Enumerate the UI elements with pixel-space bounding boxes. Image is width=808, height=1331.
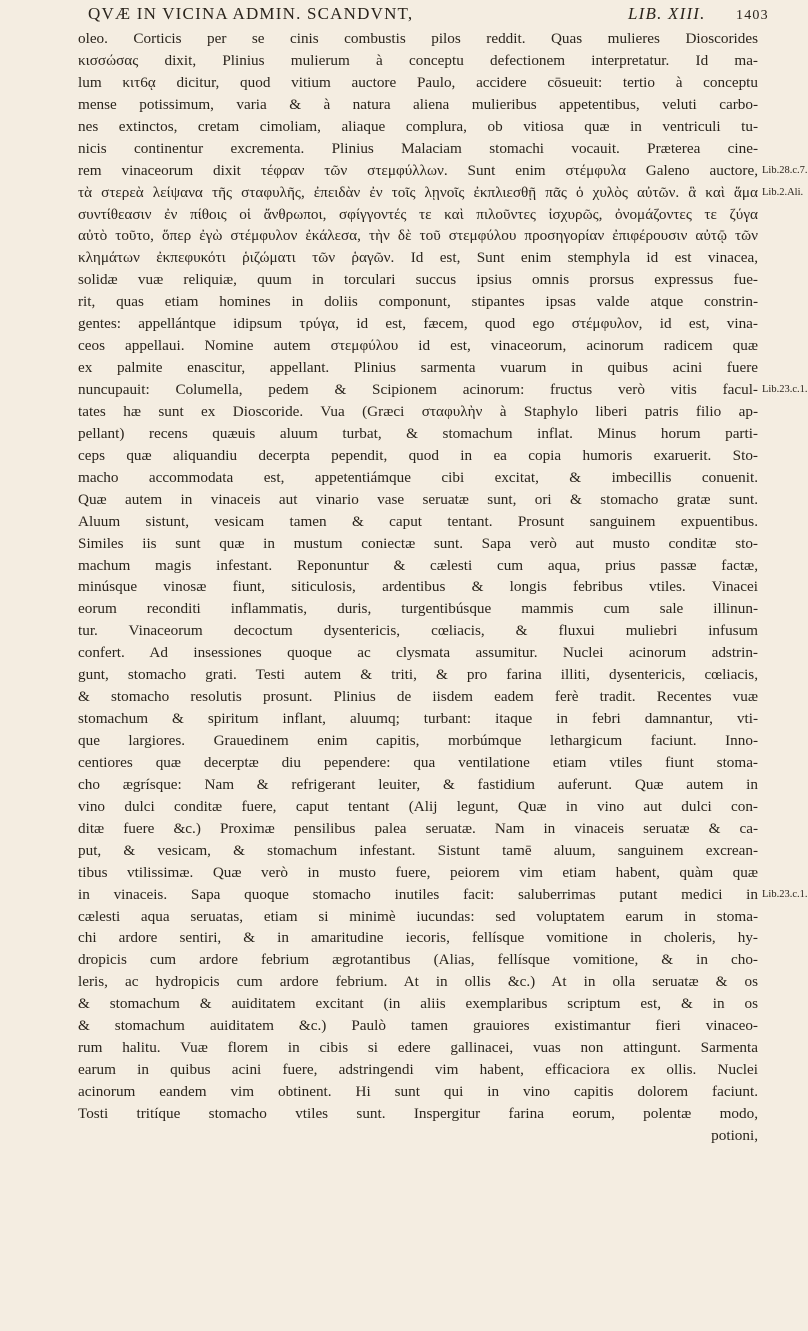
running-header: [88, 2, 788, 30]
text-line: gentes: appellántque idipsum τρύγα, id est, fæcem, quod ego στέμφυλον, id est, vina-: [78, 315, 758, 333]
text-line: συντίθεασιν ἐν πίθοις οἱ ἄνθρωποι, σφίγγοντές τε καὶ πιλοῦντες ἰσχυρῶς, ὀνομάζοντες τε ζύγα: [78, 205, 758, 223]
text-line: & stomacho resolutis prosunt. Plinius de iisdem eadem ferè tradit. Recentes vuæ: [78, 688, 758, 706]
text-line: Aluum sistunt, vesicam tamen & caput tentant. Prosunt sanguinem expuentibus.: [78, 512, 758, 530]
text-line: minúsque vinosæ fiunt, siticulosis, ardentibus & longis febribus vtiles. Vinacei: [78, 578, 758, 596]
text-line: que largiores. Grauedinem enim capitis, morbúmque lethargicum faciunt. Inno-: [78, 732, 758, 749]
text-line: nicis continentur excrementa. Plinius Malaciam stomachi vocauit. Præterea cine-: [78, 139, 758, 157]
text-line: acinorum eandem vim obtinent. Hi sunt qui in vino capitis dolorem faciunt.: [78, 1083, 758, 1100]
text-line: gunt, stomacho grati. Testi autem & triti, & pro farina illiti, dysentericis, cœliacis,: [78, 666, 758, 684]
text-line: τὰ στερεὰ λείψανα τῆς σταφυλῆς, ἐπειδὰν ἐν τοῖς λῃνοῖς ἐκπλιεσθῇ πᾶς ὁ χυλὸς αὐτῶν. ἃ καὶ ἅμα: [78, 183, 758, 201]
text-line: Similes iis sunt quæ in mustum coniectæ sunt. Sapa verò aut musto conditæ sto-: [78, 534, 758, 552]
text-line: ditæ fuere &c.) Proximæ pensilibus palea seruatæ. Nam in vinaceis seruatæ & ca-: [78, 819, 758, 837]
text-line: lum κιτ6ᾳ dicitur, quod vitium auctore Paulo, accidere cōsueuit: tertio à conceptu: [78, 73, 758, 91]
text-line: rem vinaceorum dixit τέφραν τῶν στεμφύλλων. Sunt enim στέμφυλα Galeno auctore,: [78, 161, 758, 179]
text-line: leris, ac hydropicis cum ardore febrium. At in ollis &c.) At in olla seruatæ & os: [78, 973, 758, 991]
text-line: centiores quæ decerptæ diu pependere: qua ventilatione etiam vtiles fiunt stoma-: [78, 753, 758, 771]
text-line: κισσώσας dixit, Plinius mulierum à conceptu defectionem interpretatur. Id ma-: [78, 51, 758, 69]
text-line: & stomachum auiditatem &c.) Paulò tamen grauiores existimantur fieri vinaceo-: [78, 1017, 758, 1035]
text-line: macho accommodata est, appetentiámque cibi excitat, & imbecillis conuenit.: [78, 468, 758, 486]
text-line: Tosti tritíque stomacho vtiles sunt. Inspergitur farina eorum, polentæ modo,: [78, 1104, 758, 1122]
margin-note: Lib.28.c.7.: [762, 164, 808, 176]
text-line: vino dulci conditæ fuere, caput tentant (Alij legunt, Quæ in vino aut dulci con-: [78, 797, 758, 815]
text-line: rum halitu. Vuæ florem in cibis si edere gallinacei, vuas non attingunt. Sarmenta: [78, 1039, 758, 1057]
margin-note: Lib.23.c.1.: [762, 384, 808, 396]
text-line: nes extinctos, cretam cimoliam, aliaque complura, ob vitiosa quæ in ventriculi tu-: [78, 117, 758, 135]
text-line: dropicis cum ardore febrium ægrotantibus (Alias, fellísque vomitione, & in cho-: [78, 951, 758, 969]
page-number: 1403: [736, 8, 769, 23]
text-line: confert. Ad insessiones quoque ac clysmata assumitur. Nuclei acinorum adstrin-: [78, 644, 758, 662]
text-line: tibus vtilissimæ. Quæ verò in musto fuere, peiorem vim etiam habent, quàm quæ: [78, 863, 758, 881]
text-line: earum in quibus acini fuere, adstringendi vim habent, efficaciora ex ollis. Nuclei: [78, 1061, 758, 1079]
text-line: cho ægrísque: Nam & refrigerant leuiter, & fastidium auferunt. Quæ autem in: [78, 775, 758, 793]
page-text: [78, 28, 758, 1147]
running-title: QVÆ IN VICINA ADMIN. SCANDVNT,: [88, 4, 414, 23]
text-line: cælesti aqua seruatas, etiam si minimè iucundas: sed voluptatem earum in stoma-: [78, 907, 758, 925]
text-line: oleo. Corticis per se cinis combustis pilos reddit. Quas mulieres Dioscorides: [78, 30, 758, 47]
book-number: LIB. XIII.: [628, 4, 706, 23]
text-line: in vinaceis. Sapa quoque stomacho inutiles facit: saluberrimas putant medici in: [78, 885, 758, 903]
text-line: put, & vesicam, & stomachum infestant. Sistunt tamē aluum, sanguinem excrean-: [78, 841, 758, 859]
text-line: tur. Vinaceorum decoctum dysentericis, cœliacis, & fluxui muliebri infusum: [78, 622, 758, 640]
text-line: ex palmite enascitur, appellant. Plinius sarmenta vuarum in quibus acini fuere: [78, 359, 758, 377]
margin-note: Lib.2.Ali.: [762, 186, 804, 198]
text-line: eorum reconditi inflammatis, duris, turgentibúsque mammis cum sale illinun-: [78, 600, 758, 618]
text-line: ceps quæ aliquandiu decerpta pependit, quod in ea copia humoris exaruerit. Sto-: [78, 446, 758, 464]
text-line: stomachum & spiritum inflant, aluumq; turbant: itaque in febri damnantur, vti-: [78, 710, 758, 728]
text-line: nuncupauit: Columella, pedem & Scipionem acinorum: fructus verò vitis facul-: [78, 381, 758, 398]
margin-note: Lib.23.c.1.: [762, 889, 808, 901]
text-line: rit, quas etiam homines in doliis componunt, stipantes ipsas valde atque constrin-: [78, 293, 758, 311]
text-line: potioni,: [711, 1126, 758, 1144]
text-line: tates hæ sunt ex Dioscoride. Vua (Græci σταφυλὴν à Staphylo liberi patris filio ap-: [78, 402, 758, 420]
text-line: mense potissimum, varia & à natura aliena mulieribus appetentibus, veluti carbo-: [78, 95, 758, 113]
text-line: & stomachum & auiditatem excitant (in aliis exemplaribus scriptum est, & in os: [78, 995, 758, 1013]
text-line: chi ardore sentiri, & in amaritudine iecoris, fellísque vomitione in choleris, hy-: [78, 929, 758, 947]
text-line: pellant) recens quæuis aluum turbat, & stomachum inflat. Minus horum parti-: [78, 424, 758, 442]
text-line: ceos appellaui. Nomine autem στεμφύλου id est, vinaceorum, acinorum radicem quæ: [78, 337, 758, 355]
text-line: κλημάτων ἐκπεφυκότι ῥιζώματι τῶν ῥαγῶν. Id est, Sunt enim stemphyla id est vinacea,: [78, 249, 758, 267]
text-line: solidæ vuæ reliquiæ, quum in torculari succus ipsius omnis prorsus expressus fue-: [78, 271, 758, 289]
text-line: Quæ autem in vinaceis aut vinario vase seruatæ sunt, ori & stomacho gratæ sunt.: [78, 490, 758, 508]
text-line: machum magis infestant. Reponuntur & cælesti cum aqua, prius passæ factæ,: [78, 556, 758, 574]
text-line: αὐτὸ τοῦτο, ὅπερ ἐγὼ στέμφυλον ἐκάλεσα, τὴν δὲ τοῦ στεμφύλου προσηγορίαν ἐπιφέρουσιν αὐτῷ τῶν: [78, 227, 758, 245]
